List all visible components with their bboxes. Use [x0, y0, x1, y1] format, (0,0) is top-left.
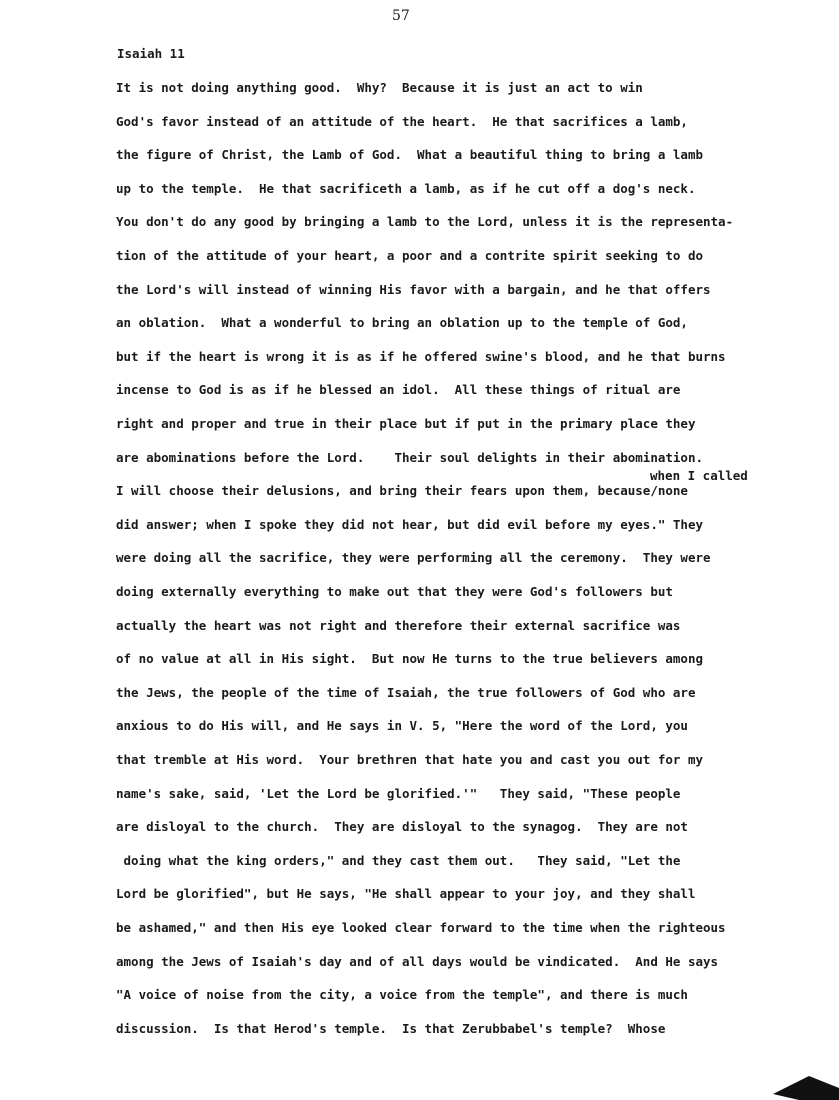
text-line: be ashamed," and then His eye looked clear forward to the time when the righteous — [116, 920, 726, 935]
text-line: incense to God is as if he blessed an idol. All these things of ritual are — [116, 382, 681, 398]
text-line: of no value at all in His sight. But now He turns to the true believers among — [116, 651, 703, 667]
text-line: God's favor instead of an attitude of the heart. He that sacrifices a lamb, — [116, 113, 688, 129]
text-line: "A voice of noise from the city, a voice from the temple", and there is much — [116, 987, 688, 1003]
text-line: among the Jews of Isaiah's day and of all days would be vindicated. And He says — [116, 953, 719, 969]
text-line: did answer; when I spoke they did not hear, but did evil before my eyes." They — [116, 516, 703, 532]
text-line: doing externally everything to make out that they were God's followers but — [116, 584, 673, 599]
section-heading: Isaiah 11 — [117, 46, 185, 61]
text-line: name's sake, said, 'Let the Lord be glorified.'" They said, "These people — [116, 785, 681, 801]
text-line: that tremble at His word. Your brethren that hate you and cast you out for my — [116, 752, 703, 767]
text-line: You don't do any good by bringing a lamb to the Lord, unless it is the representa- — [116, 214, 734, 230]
text-line: the Lord's will instead of winning His favor with a bargain, and he that offers — [116, 281, 711, 297]
text-line: I will choose their delusions, and bring their fears upon them, because/none — [116, 483, 688, 499]
text-line: are disloyal to the church. They are disloyal to the synagog. They are not — [116, 819, 688, 835]
text-line: an oblation. What a wonderful to bring an oblation up to the temple of God, — [116, 315, 688, 331]
text-line: discussion. Is that Herod's temple. Is that Zerubbabel's temple? Whose — [116, 1020, 666, 1036]
text-line: were doing all the sacrifice, they were performing all the ceremony. They were — [116, 550, 711, 566]
typed-insertion: when I called — [650, 468, 748, 483]
corner-fold-mark — [769, 1070, 839, 1100]
text-line: It is not doing anything good. Why? Because it is just an act to win — [116, 80, 643, 95]
text-line: right and proper and true in their place but if put in the primary place they — [116, 416, 696, 431]
text-line: tion of the attitude of your heart, a poor and a contrite spirit seeking to do — [116, 248, 703, 263]
page-number: 57 — [392, 8, 410, 24]
text-line: the figure of Christ, the Lamb of God. What a beautiful thing to bring a lamb — [116, 147, 703, 163]
text-line: up to the temple. He that sacrificeth a lamb, as if he cut off a dog's neck. — [116, 180, 696, 196]
text-line: but if the heart is wrong it is as if he offered swine's blood, and he that burns — [116, 348, 726, 364]
text-line: doing what the king orders," and they cast them out. They said, "Let the — [116, 852, 681, 868]
text-line: Lord be glorified", but He says, "He shall appear to your joy, and they shall — [116, 886, 696, 902]
text-line: are abominations before the Lord. Their soul delights in their abomination. — [116, 449, 703, 465]
text-line: the Jews, the people of the time of Isaiah, the true followers of God who are — [116, 684, 696, 700]
text-line: actually the heart was not right and therefore their external sacrifice was — [116, 617, 681, 633]
text-line: anxious to do His will, and He says in V. 5, "Here the word of the Lord, you — [116, 718, 688, 734]
